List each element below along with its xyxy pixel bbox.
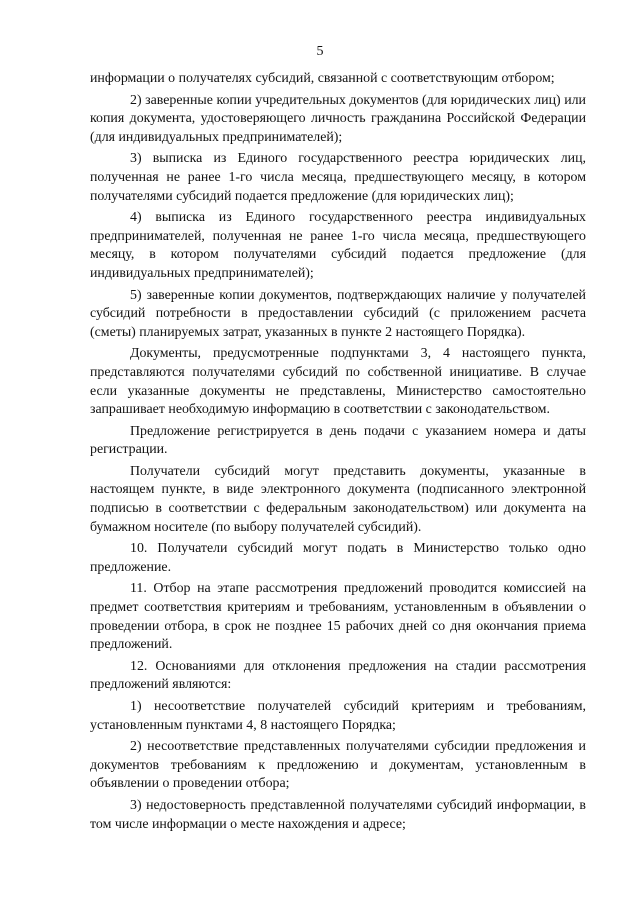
- paragraph-2: 2) заверенные копии учредительных документов (для юридических лиц) или копия документа, удостоверяющего личность гражданина Российской Федерации (для индивидуальных предпринимателей);: [90, 92, 586, 145]
- paragraph-8: Получатели субсидий могут представить документы, указанные в настоящем пункте, в виде электронного документа (подписанного электронной подписью в соответствии с федеральным законодательством) или документа на бумажном носителе (по выбору получателей субсидий).: [90, 463, 586, 535]
- paragraph-9: 10. Получатели субсидий могут подать в Министерство только одно предложение.: [90, 541, 586, 575]
- paragraph-11: 12. Основаниями для отклонения предложения на стадии рассмотрения предложений являются:: [90, 658, 586, 693]
- paragraph-3: 3) выписка из Единого государственного реестра юридических лиц, полученная не ранее 1-го числа месяца, предшествующего месяцу, в котором получателями субсидий подается предложение (для юридических лиц);: [90, 151, 586, 204]
- paragraph-14: 3) недостоверность представленной получателями субсидий информации, в том числе информации о месте нахождения и адресе;: [90, 797, 586, 832]
- paragraph-13: 2) несоответствие представленных получателями субсидии предложения и документов требованиям к предложению и документам, установленным в объявлении о проведении отбора;: [90, 739, 586, 792]
- paragraph-7: Предложение регистрируется в день подачи с указанием номера и даты регистрации.: [90, 423, 586, 458]
- paragraph-1: информации о получателях субсидий, связанной с соответствующим отбором;: [90, 71, 555, 86]
- paragraph-6: Документы, предусмотренные подпунктами 3, 4 настоящего пункта, представляются получателями субсидий по собственной инициативе. В случае если указанные документы не представлены, Министерство самостоятельно запрашивает необходимую информацию в соответствии с законодательством.: [90, 346, 586, 418]
- page-number: 5: [316, 44, 324, 59]
- document-body: [90, 70, 586, 834]
- paragraph-10: 11. Отбор на этапе рассмотрения предложений проводится комиссией на предмет соответствия критериям и требованиям, установленным в объявлении о проведении отбора, в срок не позднее 15 рабочих дней со дня окончания приема предложений.: [90, 581, 586, 653]
- paragraph-12: 1) несоответствие получателей субсидий критериям и требованиям, установленным пунктами 4, 8 настоящего Порядка;: [90, 699, 586, 733]
- paragraph-5: 5) заверенные копии документов, подтверждающих наличие у получателей субсидий потребности в предоставлении субсидий (с приложением расчета (сметы) планируемых затрат, указанных в пункте 2 настоящего Порядка).: [90, 287, 586, 340]
- paragraph-4: 4) выписка из Единого государственного реестра индивидуальных предпринимателей, полученная не ранее 1-го числа месяца, предшествующего месяцу, в котором получателями субсидий подается предложение (для индивидуальных предпринимателей);: [90, 210, 586, 281]
